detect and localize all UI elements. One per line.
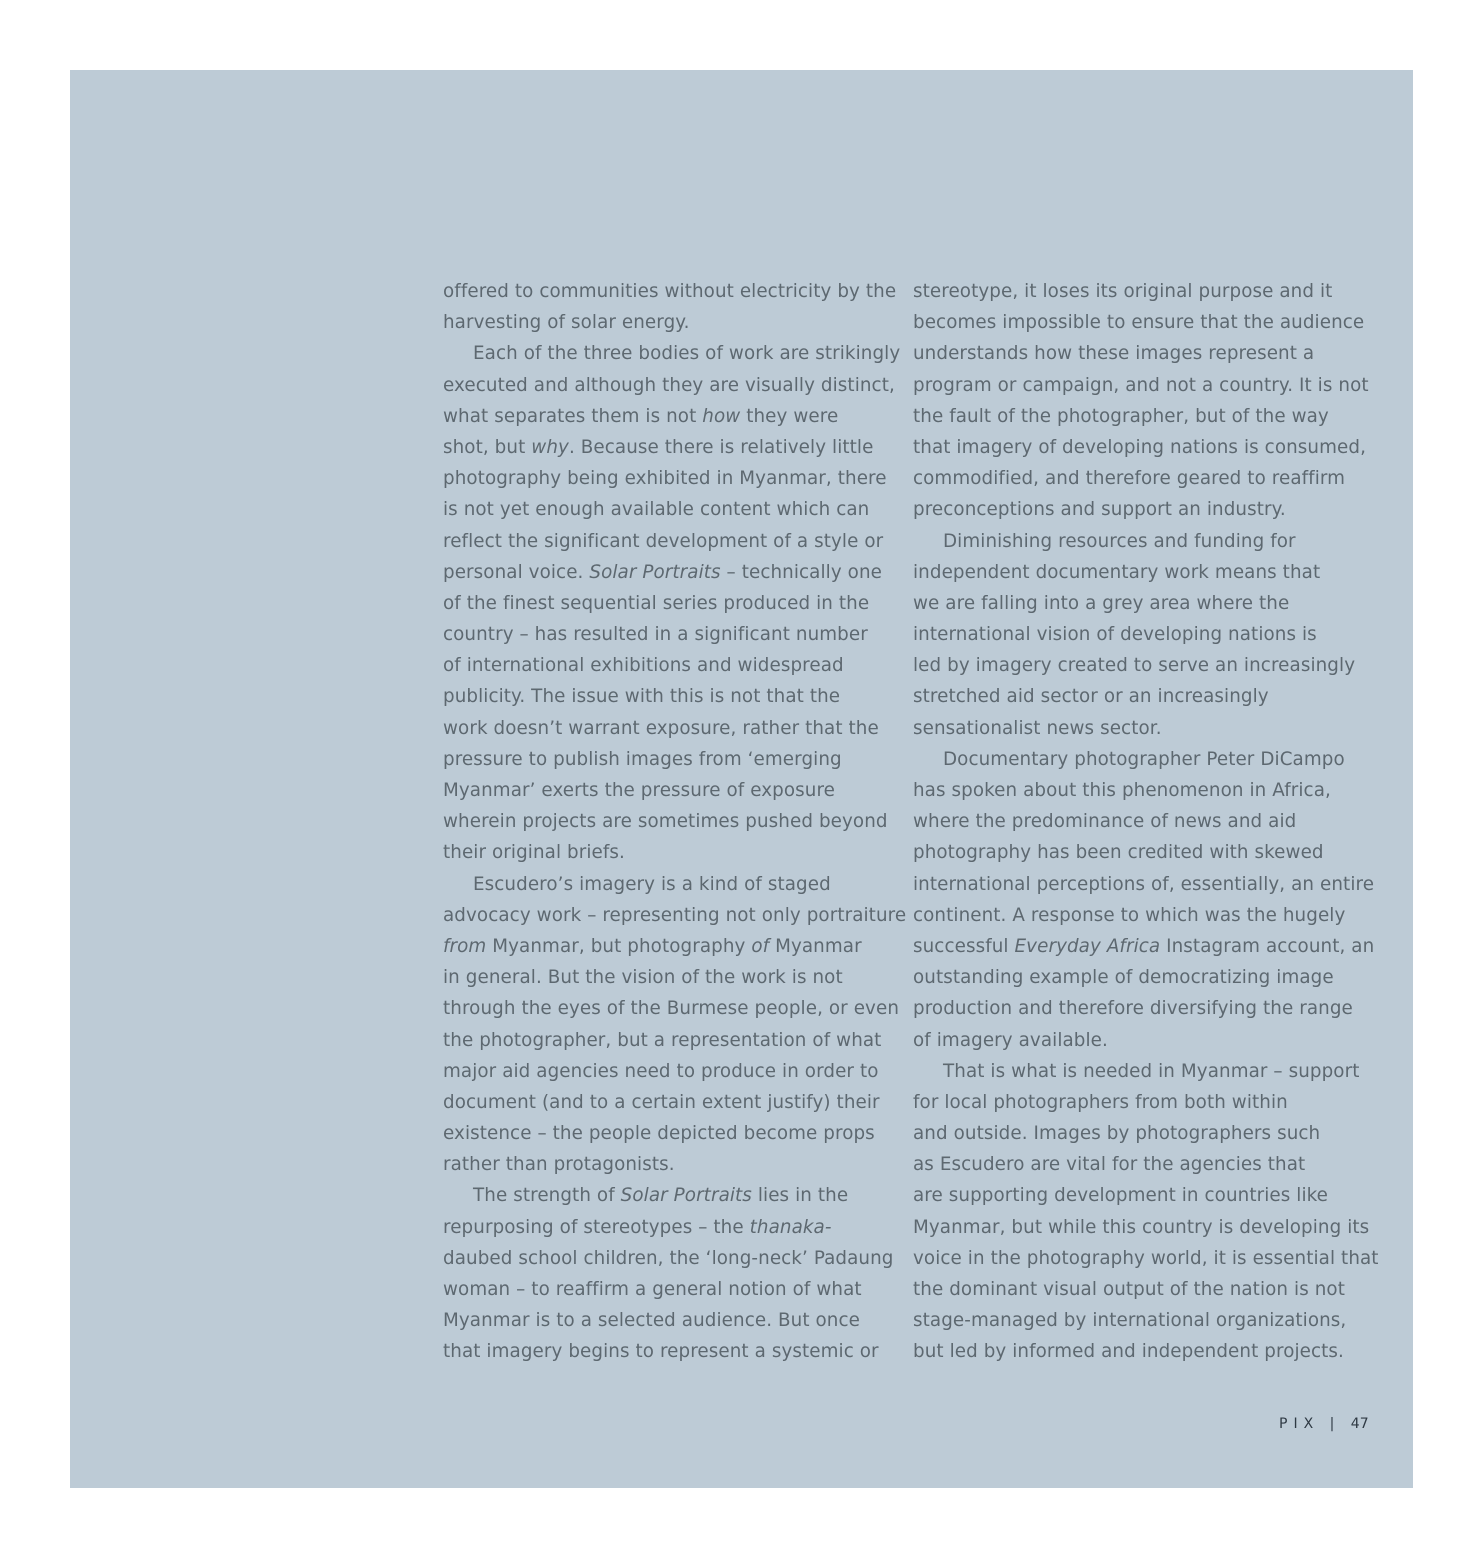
text-line — [443, 993, 900, 1024]
text-line — [443, 650, 893, 681]
italic-text: of — [751, 935, 770, 957]
text-line — [443, 1212, 893, 1243]
text-line — [443, 1025, 893, 1056]
text-line — [443, 931, 893, 962]
italic-text: from — [443, 935, 487, 957]
text-column-right — [913, 276, 1379, 1368]
italic-text: why — [531, 436, 569, 458]
text-line — [913, 588, 1363, 619]
text-segment: they were — [740, 405, 839, 427]
text-line — [913, 557, 1363, 588]
text-segment: Myanmar, but photography — [486, 935, 752, 957]
text-line — [443, 463, 893, 494]
text-line — [913, 806, 1363, 837]
text-line — [913, 276, 1363, 307]
text-segment: Instagram account, an — [1160, 935, 1375, 957]
text-segment: in general. But the vision of the work is not — [443, 967, 843, 989]
text-segment: existence – the people depicted become props — [443, 1123, 875, 1145]
text-line — [443, 370, 893, 401]
text-segment: as Escudero are vital for the agencies that — [913, 1154, 1306, 1176]
italic-text: thanaka- — [749, 1216, 832, 1238]
text-line — [443, 432, 893, 463]
text-segment: repurposing of stereotypes – the — [443, 1216, 750, 1238]
page-number: 47 — [1350, 1416, 1369, 1432]
text-line — [443, 900, 907, 931]
text-line — [913, 1025, 1363, 1056]
text-line — [913, 463, 1363, 494]
text-segment: stereotype, it loses its original purpose and it — [913, 281, 1333, 302]
text-line — [913, 993, 1363, 1024]
text-segment: harvesting of solar energy. — [443, 312, 690, 334]
text-segment: Diminishing resources and funding for — [943, 530, 1296, 552]
text-line — [913, 650, 1363, 681]
text-segment: woman – to reaffirm a general notion of what — [443, 1279, 862, 1300]
text-line — [913, 775, 1363, 806]
text-segment: offered to communities without electricity by the — [443, 281, 897, 302]
text-segment: of imagery available. — [913, 1029, 1108, 1051]
text-line — [443, 775, 893, 806]
text-line — [443, 1336, 893, 1367]
text-line — [443, 1149, 893, 1180]
text-segment: country – has resulted in a significant number — [443, 624, 868, 646]
text-line — [913, 1274, 1363, 1305]
text-segment: – technically one — [720, 561, 882, 583]
text-segment: international perceptions of, essentially, an entire — [913, 873, 1375, 895]
text-segment: the dominant visual output of the nation is not — [913, 1279, 1345, 1300]
text-segment: their original briefs. — [443, 842, 625, 864]
text-segment: photography being exhibited in Myanmar, there — [443, 468, 887, 490]
text-segment: of international exhibitions and widespread — [443, 655, 844, 677]
text-line — [913, 401, 1363, 432]
text-line — [443, 588, 893, 619]
text-line — [913, 681, 1363, 712]
text-line — [443, 276, 897, 307]
text-segment: Documentary photographer Peter DiCampo — [943, 748, 1345, 770]
text-segment: daubed school children, the ‘long-neck’ Padaung — [443, 1247, 894, 1269]
text-line — [913, 1118, 1363, 1149]
text-line — [913, 1087, 1363, 1118]
text-line — [443, 1087, 893, 1118]
text-segment: voice in the photography world, it is essential that — [913, 1247, 1379, 1269]
text-line — [913, 713, 1363, 744]
text-segment: international vision of developing nations is — [913, 624, 1317, 646]
text-line — [913, 307, 1363, 338]
text-line — [443, 744, 893, 775]
text-line — [443, 557, 893, 588]
italic-text: Solar Portraits — [620, 1185, 752, 1207]
text-segment: where the predominance of news and aid — [913, 811, 1297, 833]
text-line — [913, 1243, 1379, 1274]
text-segment: stage-managed by international organizations, — [913, 1310, 1347, 1332]
text-line — [443, 1056, 893, 1087]
text-segment: Myanmar is to a selected audience. But once — [443, 1310, 860, 1332]
text-segment: advocacy work – representing not only portraiture — [443, 904, 907, 926]
text-line — [913, 1336, 1363, 1367]
text-line — [443, 713, 893, 744]
text-segment: Myanmar — [769, 935, 862, 957]
text-line — [443, 681, 893, 712]
text-line — [913, 338, 1363, 369]
text-segment: The strength of — [473, 1185, 621, 1207]
text-line — [443, 1180, 893, 1211]
text-segment: and outside. Images by photographers such — [913, 1123, 1321, 1145]
page-folio — [1279, 1416, 1369, 1432]
text-segment: is not yet enough available content which can — [443, 499, 870, 521]
text-segment: are supporting development in countries like — [913, 1185, 1329, 1207]
text-line — [443, 494, 893, 525]
text-line — [443, 837, 893, 868]
text-segment: but led by informed and independent projects. — [913, 1341, 1344, 1363]
text-segment: shot, but — [443, 436, 532, 458]
text-segment: sensationalist news sector. — [913, 717, 1162, 739]
text-line — [913, 526, 1363, 557]
text-segment: Myanmar, but while this country is developing its — [913, 1216, 1370, 1238]
text-segment: publicity. The issue with this is not that the — [443, 686, 841, 708]
text-segment: That is what is needed in Myanmar – support — [943, 1060, 1360, 1082]
text-segment: preconceptions and support an industry. — [913, 499, 1286, 521]
text-segment: for local photographers from both within — [913, 1091, 1288, 1113]
text-line — [913, 1149, 1363, 1180]
text-line — [913, 1212, 1370, 1243]
text-line — [443, 526, 893, 557]
text-line — [913, 962, 1363, 993]
text-segment: Each of the three bodies of work are strikingly — [473, 343, 901, 365]
text-segment: that imagery of developing nations is consumed, — [913, 436, 1366, 458]
text-line — [443, 401, 893, 432]
text-line — [913, 494, 1363, 525]
text-line — [913, 837, 1363, 868]
text-segment: understands how these images represent a — [913, 343, 1315, 365]
text-segment: independent documentary work means that — [913, 561, 1321, 583]
text-line — [913, 1180, 1363, 1211]
text-segment: lies in the — [751, 1185, 849, 1207]
text-line — [913, 619, 1363, 650]
text-segment: of the finest sequential series produced in the — [443, 592, 870, 614]
text-line — [443, 1274, 893, 1305]
text-segment: wherein projects are sometimes pushed beyond — [443, 811, 888, 833]
text-segment: rather than protagonists. — [443, 1154, 675, 1176]
text-line — [913, 744, 1363, 775]
text-line — [443, 338, 901, 369]
text-segment: production and therefore diversifying the range — [913, 998, 1353, 1020]
text-segment: what separates them is not — [443, 405, 703, 427]
text-segment: the fault of the photographer, but of the way — [913, 405, 1329, 427]
text-line — [443, 1243, 893, 1274]
folio-separator: | — [1329, 1416, 1341, 1432]
text-segment: through the eyes of the Burmese people, or even — [443, 998, 900, 1020]
text-line — [913, 869, 1375, 900]
text-line — [913, 1305, 1363, 1336]
text-line — [913, 370, 1369, 401]
text-segment: pressure to publish images from ‘emerging — [443, 748, 842, 770]
text-segment: photography has been credited with skewed — [913, 842, 1324, 864]
text-segment: we are falling into a grey area where the — [913, 592, 1290, 614]
italic-text: how — [702, 405, 741, 427]
text-line — [443, 962, 893, 993]
text-segment: successful — [913, 935, 1015, 957]
text-line — [443, 1305, 893, 1336]
text-segment: led by imagery created to serve an increasingly — [913, 655, 1356, 677]
text-line — [443, 1118, 893, 1149]
text-segment: . Because there is relatively little — [568, 436, 874, 458]
text-line — [913, 931, 1375, 962]
text-column-left — [443, 276, 907, 1368]
text-segment: stretched aid sector or an increasingly — [913, 686, 1269, 708]
text-segment: reflect the significant development of a style or — [443, 530, 884, 552]
text-segment: commodified, and therefore geared to reaffirm — [913, 468, 1346, 490]
text-segment: that imagery begins to represent a systemic or — [443, 1341, 879, 1363]
italic-text: Everyday Africa — [1014, 935, 1161, 957]
text-segment: has spoken about this phenomenon in Africa, — [913, 780, 1331, 801]
text-segment: Myanmar’ exerts the pressure of exposure — [443, 780, 836, 801]
text-segment: personal voice. — [443, 561, 590, 583]
text-line — [443, 869, 893, 900]
text-line — [913, 1056, 1363, 1087]
text-segment: Escudero’s imagery is a kind of staged — [473, 873, 831, 895]
text-segment: the photographer, but a representation of what — [443, 1029, 882, 1051]
text-segment: program or campaign, and not a country. It is not — [913, 374, 1369, 396]
text-segment: becomes impossible to ensure that the audience — [913, 312, 1365, 334]
text-segment: executed and although they are visually distinct, — [443, 374, 895, 396]
text-line — [913, 900, 1363, 931]
text-segment: document (and to a certain extent justify) their — [443, 1091, 880, 1113]
text-segment: continent. A response to which was the hugely — [913, 904, 1346, 926]
text-line — [443, 307, 893, 338]
folio-publication: PIX — [1279, 1416, 1320, 1432]
text-line — [913, 432, 1366, 463]
text-line — [443, 619, 893, 650]
text-segment: outstanding example of democratizing image — [913, 967, 1334, 989]
text-line — [443, 806, 893, 837]
italic-text: Solar Portraits — [589, 561, 721, 583]
text-segment: major aid agencies need to produce in order to — [443, 1060, 879, 1082]
text-segment: work doesn’t warrant exposure, rather that the — [443, 717, 879, 739]
